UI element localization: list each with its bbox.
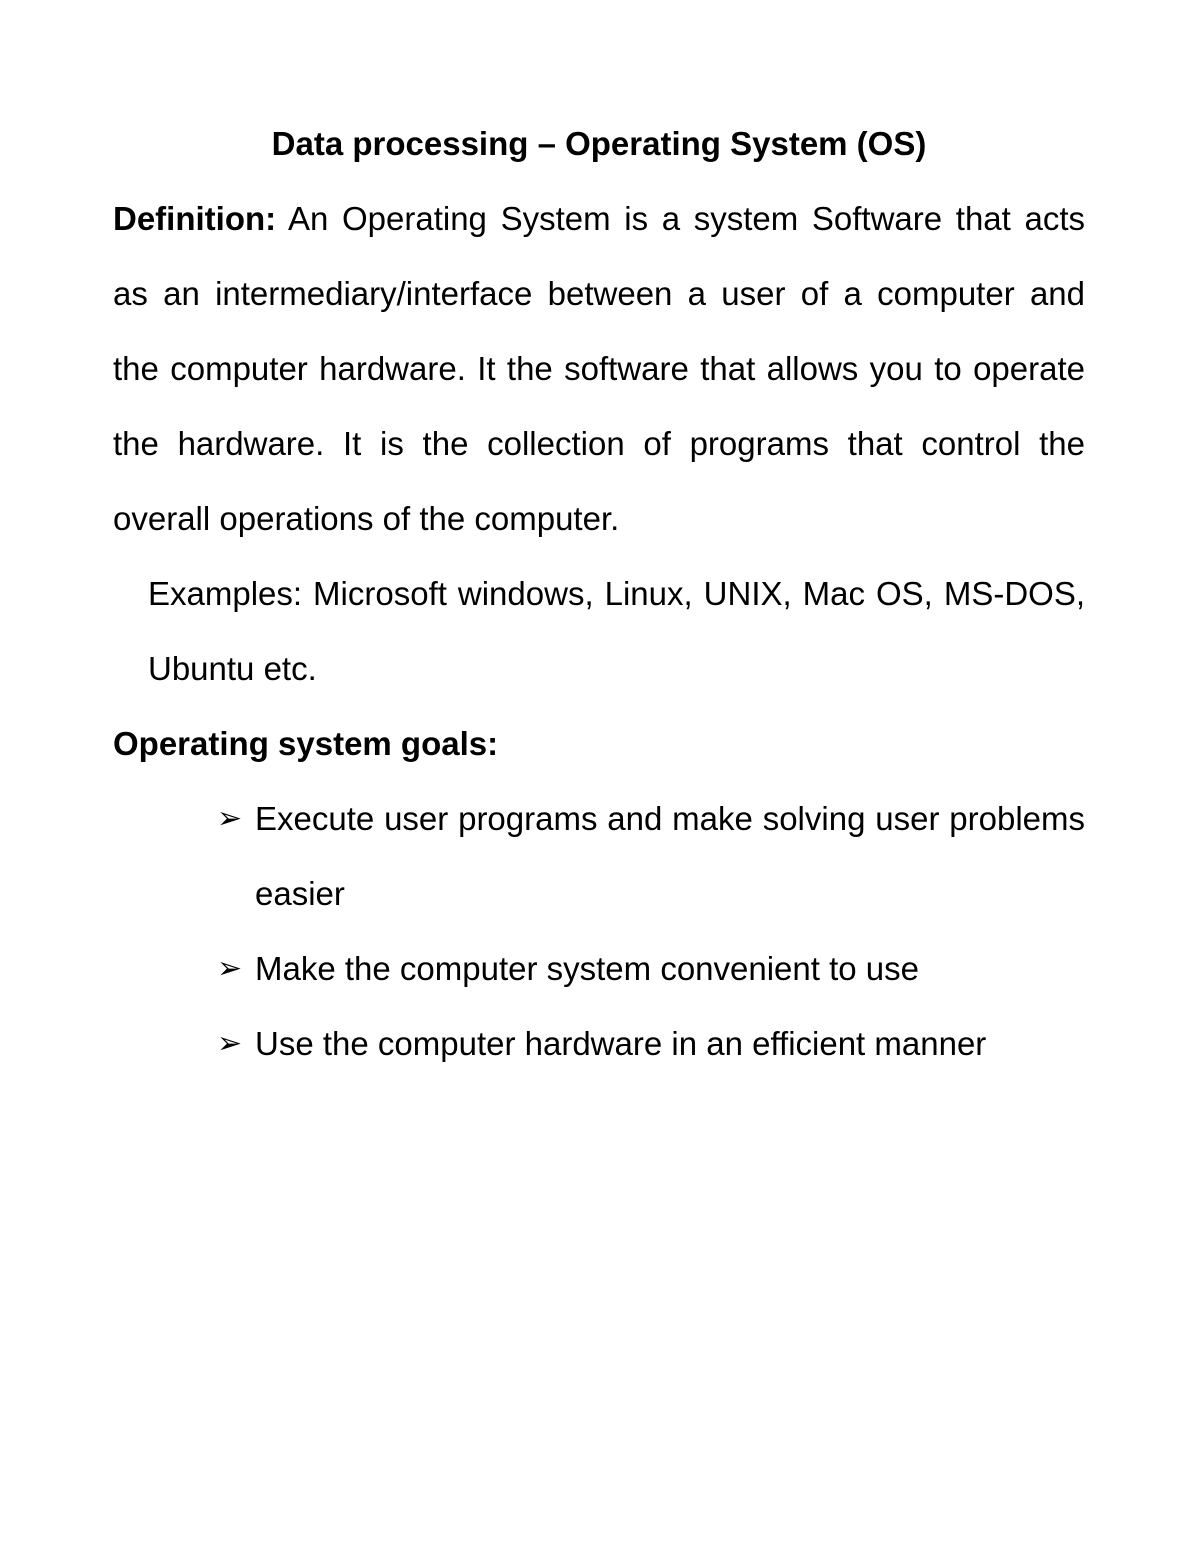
goal-text: Use the computer hardware in an efficient manner bbox=[255, 1025, 987, 1062]
arrow-bullet-icon: ➢ bbox=[217, 951, 243, 986]
arrow-bullet-icon: ➢ bbox=[217, 801, 243, 836]
definition-paragraph bbox=[113, 181, 1085, 556]
goals-heading: Operating system goals: bbox=[113, 725, 499, 762]
document-content bbox=[113, 106, 1085, 1081]
examples-paragraph: Examples: Microsoft windows, Linux, UNIX, Mac OS, MS-DOS, Ubuntu etc. bbox=[148, 575, 1085, 687]
definition-text: An Operating System is a system Software that acts as an intermediary/interface between a user of a computer and the computer hardware. It the software that allows you to operate the hardware. It is the collection of programs that control the overall operations of the computer. bbox=[113, 200, 1085, 537]
goal-item bbox=[217, 781, 1085, 931]
goal-text: Make the computer system convenient to use bbox=[255, 950, 919, 987]
definition-label: Definition: bbox=[113, 200, 277, 237]
page-title: Data processing – Operating System (OS) bbox=[271, 125, 927, 162]
goals-list bbox=[113, 781, 1085, 1081]
goal-item bbox=[217, 1006, 1085, 1081]
arrow-bullet-icon: ➢ bbox=[217, 1026, 243, 1061]
goal-text: Execute user programs and make solving user problems easier bbox=[255, 800, 1085, 912]
goal-item bbox=[217, 931, 1085, 1006]
